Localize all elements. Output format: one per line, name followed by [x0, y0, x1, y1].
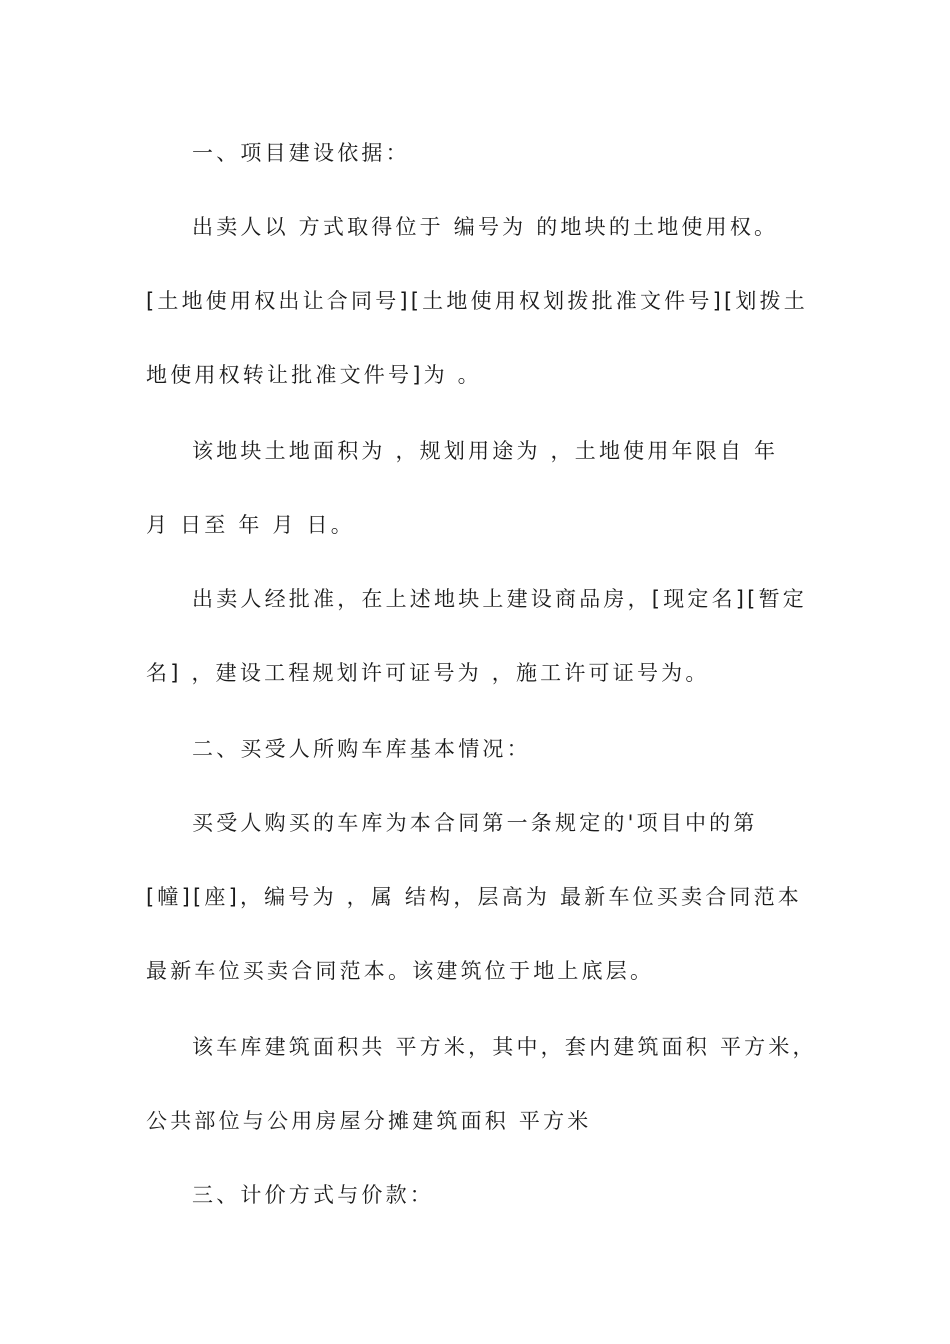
paragraph-line: 地使用权转让批准文件号]为 。: [146, 363, 482, 387]
paragraph-line: [幢][座]，编号为 ，属 结构，层高为 最新车位买卖合同范本: [146, 885, 802, 909]
paragraph-line: 该地块土地面积为 ，规划用途为 ，土地使用年限自 年: [192, 439, 779, 463]
section-heading-3: 三、计价方式与价款：: [192, 1183, 434, 1207]
section-heading-2: 二、买受人所购车库基本情况：: [192, 737, 531, 761]
paragraph-line: 月 日至 年 月 日。: [146, 513, 355, 537]
section-heading-1: 一、项目建设依据：: [192, 141, 410, 165]
paragraph-line: 公共部位与公用房屋分摊建筑面积 平方米: [146, 1109, 592, 1133]
paragraph-line: 最新车位买卖合同范本。该建筑位于地上底层。: [146, 959, 655, 983]
paragraph-line: 买受人购买的车库为本合同第一条规定的'项目中的第: [192, 811, 758, 835]
paragraph-line: [土地使用权出让合同号][土地使用权划拨批准文件号][划拨土: [146, 289, 808, 313]
paragraph-line: 出卖人经批准，在上述地块上建设商品房，[现定名][暂定: [192, 587, 807, 611]
paragraph-line: 名] ，建设工程规划许可证号为 ，施工许可证号为。: [146, 661, 710, 685]
paragraph-line: 该车库建筑面积共 平方米，其中，套内建筑面积 平方米，: [192, 1035, 817, 1059]
paragraph-line: 出卖人以 方式取得位于 编号为 的地块的土地使用权。: [192, 215, 779, 239]
